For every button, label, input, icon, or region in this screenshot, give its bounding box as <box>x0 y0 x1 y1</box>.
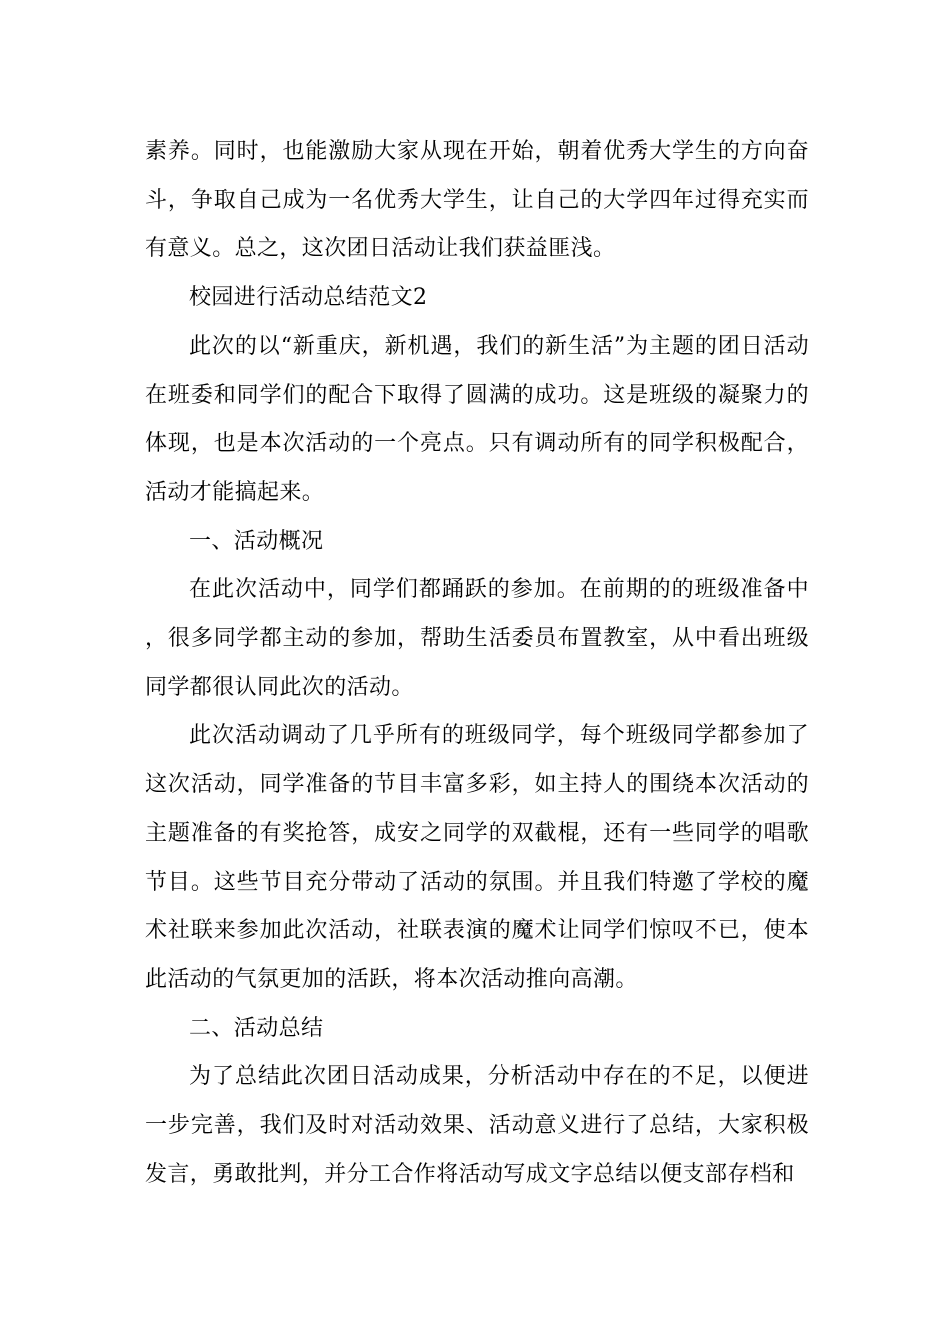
paragraph-program-details: 此次活动调动了几乎所有的班级同学，每个班级同学都参加了这次活动，同学准备的节目丰富多彩，如主持人的围绕本次活动的主题准备的有奖抢答，成安之同学的双截棍，还有一些同学的唱歌节目。这些节目充分带动了活动的氛围。并且我们特邀了学校的魔术社联来参加此次活动，社联表演的魔术让同学们惊叹不已，使本此活动的气氛更加的活跃，将本次活动推向高潮。 <box>145 723 809 992</box>
document-body <box>145 128 809 1199</box>
heading-activity-summary: 二、活动总结 <box>189 1015 324 1041</box>
paragraph-participation: 在此次活动中，同学们都踊跃的参加。在前期的的班级准备中，很多同学都主动的参加，帮助生活委员布置教室，从中看出班级同学都很认同此次的活动。 <box>145 577 809 700</box>
section-title-example-2: 校园进行活动总结范文2 <box>189 285 428 311</box>
heading-activity-overview: 一、活动概况 <box>189 528 324 554</box>
paragraph-summary-text: 为了总结此次团日活动成果，分析活动中存在的不足，以便进一步完善，我们及时对活动效果、活动意义进行了总结，大家积极发言，勇敢批判，并分工合作将活动写成文字总结以便支部存档和 <box>145 1064 809 1187</box>
paragraph-continued-intro: 素养。同时，也能激励大家从现在开始，朝着优秀大学生的方向奋斗，争取自己成为一名优秀大学生，让自己的大学四年过得充实而有意义。总之，这次团日活动让我们获益匪浅。 <box>145 139 809 262</box>
paragraph-activity-success: 此次的以“新重庆，新机遇，我们的新生活”为主题的团日活动在班委和同学们的配合下取得了圆满的成功。这是班级的凝聚力的体现，也是本次活动的一个亮点。只有调动所有的同学积极配合，活动才能搞起来。 <box>145 333 809 505</box>
